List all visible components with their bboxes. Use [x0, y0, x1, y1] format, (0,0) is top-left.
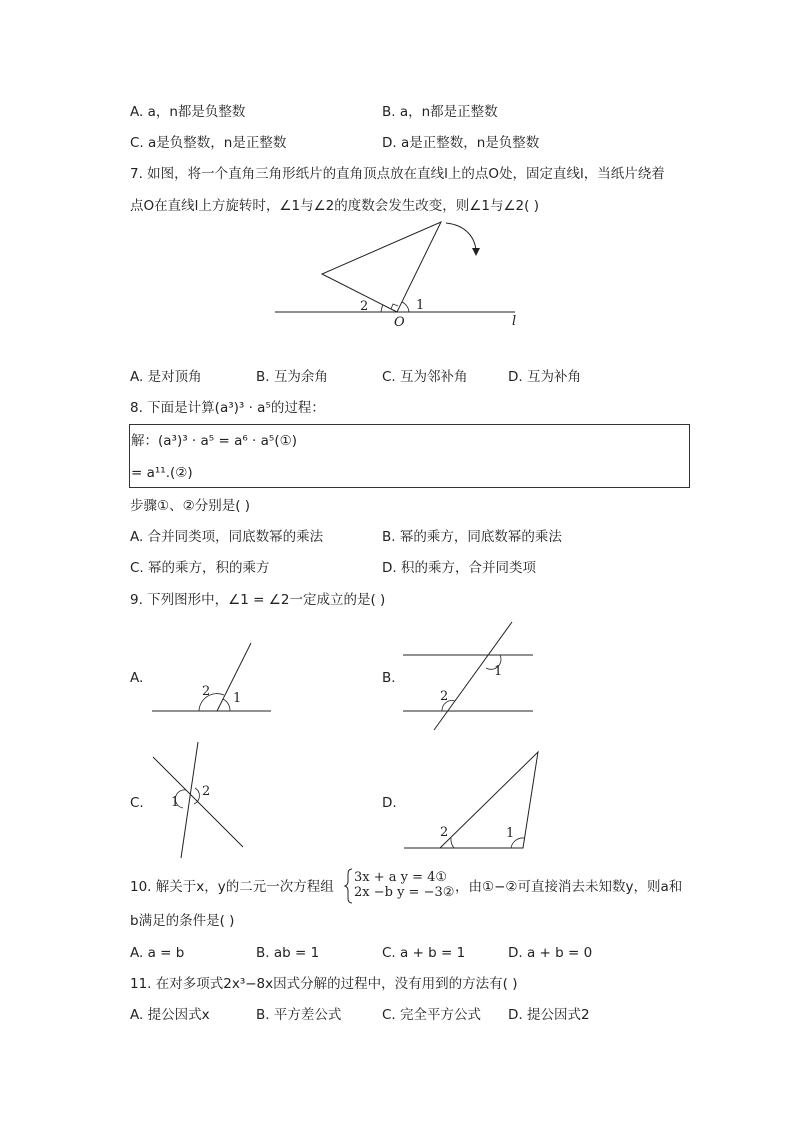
- q8-stem: 8. 下面是计算(a³)³ · a⁵的过程：: [130, 400, 325, 416]
- q8-solution-step1: 解：(a³)³ · a⁵ = a⁶ · a⁵(①): [131, 433, 297, 449]
- q9-b-angle2-label: 2: [440, 689, 449, 704]
- q9-d-angle2-label: 2: [440, 825, 449, 840]
- q10-option-a: A. a = b: [130, 945, 185, 961]
- q9-option-d-label: D.: [382, 795, 397, 811]
- q8-option-b: B. 幂的乘方，同底数幂的乘法: [382, 529, 562, 545]
- q10-option-d: D. a + b = 0: [508, 945, 593, 961]
- q8-option-d: D. 积的乘方，合并同类项: [382, 560, 536, 576]
- q7-option-a: A. 是对顶角: [130, 369, 202, 385]
- q7-angle2-label: 2: [360, 299, 369, 314]
- q7-option-b: B. 互为余角: [256, 369, 328, 385]
- q11-option-a: A. 提公因式x: [130, 1007, 210, 1023]
- q7-option-d: D. 互为补角: [508, 369, 581, 385]
- q7-point-o-label: O: [394, 315, 405, 330]
- q7-line-l-label: l: [512, 314, 517, 329]
- q11-option-d: D. 提公因式2: [508, 1007, 590, 1023]
- q10-equation-2: 2x −b y = −3②: [354, 885, 455, 900]
- q6-option-d: D. a是正整数，n是负整数: [382, 135, 540, 151]
- q10-equation-1: 3x + a y = 4①: [354, 870, 448, 885]
- q7-option-c: C. 互为邻补角: [382, 369, 468, 385]
- q6-option-b: B. a，n都是正整数: [382, 104, 498, 120]
- q11-option-b: B. 平方差公式: [256, 1007, 342, 1023]
- q9-a-angle2-label: 2: [202, 684, 211, 699]
- q9-c-angle1-label: 1: [171, 795, 180, 810]
- q11-option-c: C. 完全平方公式: [382, 1007, 482, 1023]
- q9-option-a-label: A.: [130, 670, 144, 686]
- q8-question: 步骤①、②分别是( ): [130, 498, 251, 514]
- q10-stem-post: ，由①−②可直接消去未知数y，则a和: [455, 879, 683, 895]
- q10-stem-pre: 10. 解关于x，y的二元一次方程组: [130, 879, 334, 895]
- q9-d-angle1-label: 1: [506, 826, 515, 841]
- q8-option-c: C. 幂的乘方，积的乘方: [130, 560, 270, 576]
- q9-option-b-label: B.: [382, 670, 396, 686]
- q7-stem-line1: 7. 如图，将一个直角三角形纸片的直角顶点放在直线l上的点O处，固定直线l，当纸片绕着: [130, 166, 665, 182]
- q9-c-angle2-label: 2: [202, 784, 211, 799]
- q10-option-c: C. a + b = 1: [382, 945, 466, 961]
- q8-option-a: A. 合并同类项，同底数幂的乘法: [130, 529, 324, 545]
- q11-stem: 11. 在对多项式2x³−8x因式分解的过程中，没有用到的方法有( ): [130, 976, 518, 992]
- q8-solution-step2: = a¹¹.(②): [131, 465, 193, 481]
- q7-stem-line2: 点O在直线l上方旋转时，∠1与∠2的度数会发生改变，则∠1与∠2( ): [130, 198, 539, 214]
- q6-option-a: A. a，n都是负整数: [130, 104, 246, 120]
- q9-a-angle1-label: 1: [233, 691, 242, 706]
- q10-option-b: B. ab = 1: [256, 945, 320, 961]
- q7-angle1-label: 1: [416, 298, 425, 313]
- q10-stem-line2: b满足的条件是( ): [130, 913, 235, 929]
- q9-stem: 9. 下列图形中，∠1 = ∠2一定成立的是( ): [130, 592, 386, 608]
- q9-b-angle1-label: 1: [494, 664, 503, 679]
- q6-option-c: C. a是负整数，n是正整数: [130, 135, 287, 151]
- q9-option-c-label: C.: [130, 795, 144, 811]
